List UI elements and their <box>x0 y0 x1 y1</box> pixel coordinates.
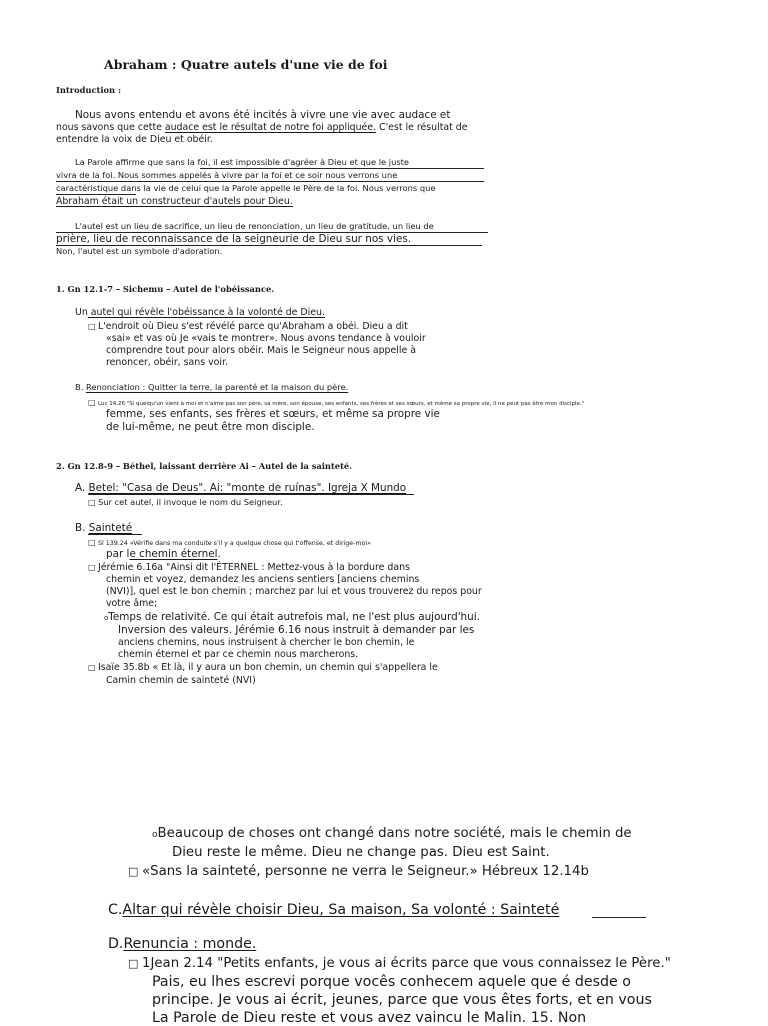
sub-bullet-icon: o <box>104 614 109 622</box>
section2-jer-line3: (NVI)], quel est le bon chemin ; marchez par lui et vous trouverez du repos pour <box>106 586 482 597</box>
intro-p2-line2: vivra de la foi. Nous sommes appelés à vivre par la foi et ce soir nous verrons une <box>56 170 398 180</box>
section1-a-label: autel qui révèle l'obéissance à la volonté de Dieu. <box>87 307 325 318</box>
section2-a-label: Betel: "Casa de Deus". Ai: "monte de ruínas". Igreja X Mundo <box>88 482 407 494</box>
bullet-icon: □ <box>88 538 96 547</box>
sub-bullet-icon: o <box>152 830 158 840</box>
underline-rule <box>56 181 484 182</box>
section2-isa-line2: Camin chemin de sainteté (NVI) <box>106 675 256 686</box>
section2-jer-line2: chemin et voyez, demandez les anciens sentiers [anciens chemins <box>106 574 420 585</box>
section2-isa-line1: □ Isaïe 35.8b « Et là, il y aura un bon chemin, un chemin qui s'appellera le <box>88 662 438 673</box>
section1-a-line2: «sai» et vas où Je «vais te montrer». Nous avons tendance à vouloir <box>106 333 426 344</box>
intro-p3-line3: Non, l'autel est un symbole d'adoration. <box>56 246 223 256</box>
section2-b-label: Sainteté <box>88 522 133 534</box>
section1-heading: 1. Gn 12.1-7 – Sichemu – Autel de l'obéissance. <box>56 284 275 294</box>
lower-c-label: Altar qui révèle choisir Dieu, Sa maison, Sa volonté : Sainteté <box>122 902 560 918</box>
intro-p1-line2: nous savons que cette audace est le résultat de notre foi appliquée. C'est le résultat de <box>56 122 468 133</box>
lower-jean-line2: Pais, eu lhes escrevi porque vocês conhecem aquele que é desde o <box>152 974 631 990</box>
section2-sub-line1: oTemps de relativité. Ce qui était autrefois mal, ne l'est plus aujourd'hui. <box>104 611 480 623</box>
underline-rule <box>200 168 484 169</box>
intro-p1-line1: Nous avons entendu et avons été incités à vivre une vie avec audace et <box>75 109 451 121</box>
lower-d-title: D.Renuncia : monde. <box>108 936 257 952</box>
bullet-icon: □ <box>88 322 96 331</box>
intro-p3-line1: L'autel est un lieu de sacrifice, un lieu de renonciation, un lieu de gratitude, un lieu de <box>75 221 434 231</box>
section2-psalm: □ Sl 139.24 «Vérifie dans ma conduite s'il y a quelque chose qui t'offense, et dirige-moi» <box>88 538 372 547</box>
section1-a-bullet: □ L'endroit où Dieu s'est révélé parce qu'Abraham a obéi. Dieu a dit <box>88 321 408 332</box>
section1-b-title: B. Renonciation : Quitter la terre, la parenté et la maison du père. <box>75 382 349 392</box>
bullet-icon: □ <box>128 957 139 970</box>
lower-jean-line1: □ 1Jean 2.14 "Petits enfants, je vous ai écrits parce que vous connaissez le Père." <box>128 956 671 971</box>
lower-sub-line1: oBeaucoup de choses ont changé dans notre société, mais le chemin de <box>152 826 632 841</box>
section2-jer-line1: □ Jérémie 6.16a "Ainsi dit l'ÉTERNEL : Mettez-vous à la bordure dans <box>88 562 410 573</box>
section2-a-title: A. Betel: "Casa de Deus". Ai: "monte de ruínas". Igreja X Mundo <box>75 482 407 494</box>
lower-c-title: C.Altar qui révèle choisir Dieu, Sa maison, Sa volonté : Sainteté <box>108 902 560 918</box>
bullet-icon: □ <box>128 865 139 878</box>
section2-b-title: B. Sainteté <box>75 522 133 534</box>
intro-p2-line4: Abraham était un constructeur d'autels pour Dieu. <box>56 196 293 207</box>
section1-a-line4: renoncer, obéir, sans voir. <box>106 357 228 368</box>
lower-d-label: Renuncia : monde. <box>123 936 257 952</box>
intro-p3-line2: prière, lieu de reconnaissance de la seigneurie de Dieu sur nos vies. <box>56 233 412 245</box>
lower-jean-line3: principe. Je vous ai écrit, jeunes, parce que vous êtes forts, et en vous <box>152 992 652 1008</box>
intro-p2-line3: caractéristique dans la vie de celui que la Parole appelle le Père de la foi. Nous verrons que <box>56 183 436 193</box>
section2-a-bullet: □ Sur cet autel, il invoque le nom du Seigneur. <box>88 497 283 507</box>
lower-sub-line2: Dieu reste le même. Dieu ne change pas. Dieu est Saint. <box>172 845 550 860</box>
section1-b-label: Renonciation : Quitter la terre, la parenté et la maison du père. <box>85 382 349 392</box>
section2-psalm-cont: par le chemin éternel. <box>106 548 221 560</box>
lower-jean-line4: La Parole de Dieu reste et vous avez vaincu le Malin. 15. Non <box>152 1010 587 1026</box>
page-title: Abraham : Quatre autels d'une vie de foi <box>104 57 388 72</box>
section2-heading: 2. Gn 12.8-9 – Béthel, laissant derrière Ai – Autel de la sainteté. <box>56 461 353 471</box>
bullet-icon: □ <box>88 663 96 672</box>
section2-sub-line4: chemin éternel et par ce chemin nous marcherons. <box>118 649 359 660</box>
intro-p1-line3: entendre la voix de Dieu et obéir. <box>56 134 213 145</box>
underline-rule <box>592 917 646 918</box>
section1-b-verse: □ Luc 14.26 "Si quelqu'un vient à moi et n'aime pas son père, sa mère, son épouse, ses enfants, ses frères et ses sœurs, et même sa propre vie, il ne peut pas être mon disciple." <box>88 398 585 407</box>
section1-a-line3: comprendre tout pour alors obéir. Mais le Seigneur nous appelle à <box>106 345 416 356</box>
underline-rule <box>88 494 414 495</box>
section2-sub-line3: anciens chemins, nous instruisent à chercher le bon chemin, le <box>118 637 415 648</box>
lower-hebreux: □ «Sans la sainteté, personne ne verra le Seigneur.» Hébreux 12.14b <box>128 864 589 879</box>
underline-rule <box>56 194 136 195</box>
bullet-icon: □ <box>88 498 96 507</box>
bullet-icon: □ <box>88 563 96 572</box>
underline-rule <box>88 534 142 535</box>
intro-heading: Introduction : <box>56 85 122 95</box>
section2-sub-line2: Inversion des valeurs. Jérémie 6.16 nous instruit à demander par les <box>118 624 475 636</box>
bullet-icon: □ <box>88 398 96 407</box>
section1-b-line2: femme, ses enfants, ses frères et sœurs, et même sa propre vie <box>106 408 440 420</box>
section1-b-line3: de lui-même, ne peut être mon disciple. <box>106 421 315 433</box>
intro-p1-underlined: audace est le résultat de notre foi appliquée. <box>164 122 377 133</box>
section2-jer-line4: votre âme; <box>106 598 158 609</box>
section1-a-title: Un autel qui révèle l'obéissance à la volonté de Dieu. <box>75 307 325 318</box>
intro-p2-line1: La Parole affirme que sans la foi, il est impossible d'agréer à Dieu et que le juste <box>75 157 410 167</box>
